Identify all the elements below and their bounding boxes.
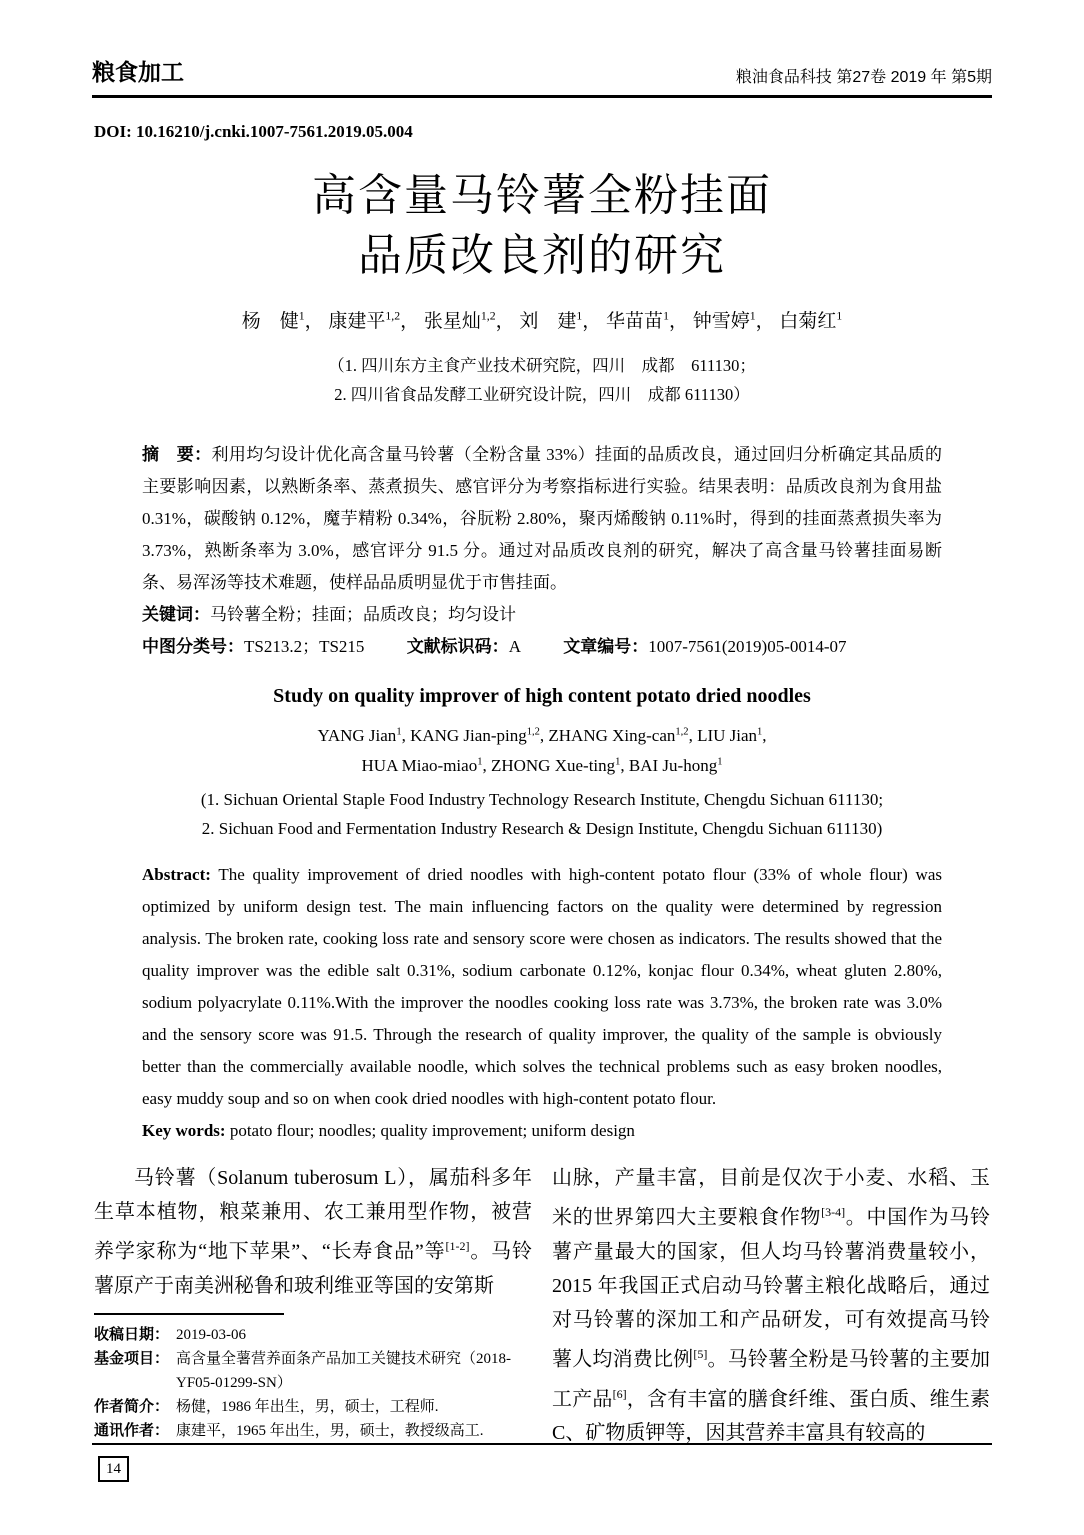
- author-affil-sup: 1: [298, 309, 305, 323]
- abstract-cn-text: 利用均匀设计优化高含量马铃薯（全粉含量 33%）挂面的品质改良，通过回归分析确定其品质的主要影响因素，以熟断条率、蒸煮损失、感官评分为考察指标进行实验。结果表明：品质改良剂为食用盐 0.31%，碳酸钠 0.12%，魔芋精粉 0.34%，谷朊粉 2.80%，聚丙烯酸钠 0.11%时，得到的挂面蒸煮损失率为 3.73%，熟断条率为 3.0%，感官评分 91.5 分。通过对品质改良剂的研究，解决了高含量马铃薯挂面易断条、易浑汤等技术难题，使样品品质明显优于市售挂面。: [142, 445, 942, 592]
- author-name: 白菊红: [779, 311, 837, 332]
- body-column-right: [552, 1161, 990, 1450]
- body-column-left: [94, 1161, 532, 1450]
- page-number: 14: [98, 1456, 129, 1482]
- author-sep: ，: [755, 311, 775, 332]
- affiliation-en-line1: (1. Sichuan Oriental Staple Food Industry Technology Research Institute, Chengdu Sichuan 611130;: [200, 790, 884, 810]
- author-sep: ，: [304, 311, 324, 332]
- classification-line: [142, 631, 942, 663]
- body-text: 山脉，产量丰富，目前是仅次于小麦、水稻、玉米的世界第四大主要粮食作物: [552, 1167, 990, 1229]
- author-en: [317, 726, 410, 745]
- footnote-received-date: [94, 1323, 532, 1347]
- author-affil-sup: 1,2: [675, 726, 689, 737]
- author-affil-sup: 1: [615, 756, 621, 768]
- author-sep: ，: [668, 311, 688, 332]
- author-en: [362, 756, 491, 775]
- author-cn: [693, 311, 775, 332]
- author-name: LIU Jian: [697, 725, 758, 745]
- author-cn: [519, 311, 601, 332]
- article-title-cn-line2: 品质改良剂的研究: [358, 231, 726, 280]
- author-affil-sup: 1: [477, 756, 483, 768]
- author-name: YANG Jian: [317, 725, 397, 745]
- keywords-cn: [142, 599, 942, 631]
- author-sep: ，: [582, 311, 602, 332]
- citation-ref: [1-2]: [445, 1239, 470, 1254]
- footnote-label: 收稿日期：: [94, 1325, 170, 1343]
- author-name: BAI Ju-hong: [628, 756, 718, 776]
- footnote-value: 康建平，1965 年出生，男，硕士，教授级高工.: [176, 1422, 484, 1439]
- clc-value: TS213.2；TS215: [244, 637, 365, 656]
- author-affil-sup: 1: [396, 726, 402, 737]
- body-text: 马铃薯（Solanum tuberosum L），属茄科多年生草本植物，粮菜兼用、农工兼用型作物，被营养学家称为“地下苹果”、“长寿食品”等: [94, 1167, 532, 1263]
- citation-ref: [6]: [612, 1386, 627, 1401]
- authors-cn: [0, 306, 1084, 333]
- author-name: 华苗苗: [606, 311, 664, 332]
- author-en: [629, 756, 723, 775]
- journal-issue-info: 粮油食品科技 第27卷 2019 年 第5期: [735, 69, 992, 86]
- document-code-label: 文献标识码：: [406, 637, 509, 656]
- author-name: HUA Miao-miao: [361, 756, 478, 776]
- footnote-value: 高含量全薯营养面条产品加工关键技术研究（2018-YF05-01299-SN）: [176, 1350, 511, 1391]
- footnote-label: 基金项目：: [94, 1349, 170, 1367]
- article-title-cn-line1: 高含量马铃薯全粉挂面: [312, 171, 772, 220]
- author-en: [697, 726, 766, 745]
- keywords-cn-label: 关键词：: [142, 605, 210, 624]
- article-number-value: 1007-7561(2019)05-0014-07: [648, 637, 847, 656]
- author-name: 杨 健: [241, 311, 299, 332]
- author-en: [410, 726, 548, 745]
- author-sep: ，: [495, 311, 515, 332]
- footnote-author-bio: [94, 1395, 532, 1419]
- citation-ref: [5]: [693, 1346, 708, 1361]
- authors-en-line2: [0, 749, 1084, 780]
- abstract-cn-label: 摘 要：: [142, 445, 212, 464]
- body-text: 。马铃薯原产于南美洲秘鲁和玻利维亚等国的安第斯: [94, 1240, 533, 1297]
- document-code: [407, 637, 521, 656]
- author-sep: ,: [401, 725, 411, 745]
- author-cn: [606, 311, 688, 332]
- author-name: 康建平: [328, 311, 386, 332]
- footnote-label: 作者简介：: [94, 1397, 170, 1415]
- document-code-value: A: [508, 637, 521, 656]
- body-paragraph: [552, 1161, 990, 1450]
- article-title-cn: [94, 166, 990, 286]
- page-bottom-rule: [92, 1443, 992, 1445]
- citation-ref: [3-4]: [821, 1205, 846, 1220]
- author-sep: ,: [620, 756, 629, 776]
- footnote-value: 杨健，1986 年出生，男，硕士，工程师.: [176, 1398, 439, 1415]
- keywords-cn-text: 马铃薯全粉；挂面；品质改良；均匀设计: [210, 605, 516, 624]
- body-paragraph: [94, 1161, 532, 1303]
- author-affil-sup: 1: [576, 309, 583, 323]
- author-affil-sup: 1: [663, 309, 669, 323]
- footnote-corresponding-author: [94, 1419, 532, 1443]
- affiliation-cn-line1: （1. 四川东方主食产业技术研究院，四川 成都 611130；: [328, 356, 756, 375]
- authors-en: [0, 718, 1084, 779]
- body-text: 。中国作为马铃薯产量最大的国家，但人均马铃薯消费量较小，2015 年我国正式启动马铃薯主粮化战略后，通过对马铃薯的深加工和产品研发，可有效提高马铃薯人均消费比例: [552, 1206, 991, 1371]
- author-cn: [242, 311, 324, 332]
- author-affil-sup: 1: [836, 309, 843, 323]
- author-name: ZHONG Xue-ting: [490, 756, 616, 776]
- author-sep: ,: [539, 725, 549, 745]
- keywords-en: [142, 1115, 942, 1147]
- abstract-en-label: Abstract:: [142, 865, 211, 885]
- author-affil-sup: 1,2: [480, 309, 496, 323]
- body-text: 。马铃薯全粉是马铃薯的主要加工产品: [552, 1348, 991, 1411]
- article-number: [563, 637, 846, 656]
- clc-label: 中图分类号：: [142, 637, 244, 656]
- keywords-en-text: potato flour; noodles; quality improvement; uniform design: [229, 1121, 635, 1141]
- doi-line: DOI: 10.16210/j.cnki.1007-7561.2019.05.004: [94, 122, 413, 141]
- author-affil-sup: 1: [757, 726, 763, 737]
- affiliations-cn: [0, 351, 1084, 409]
- author-sep: ,: [482, 756, 491, 776]
- column-section-title: 粮食加工: [92, 59, 184, 85]
- body-columns: [94, 1161, 990, 1450]
- author-sep: ，: [400, 311, 420, 332]
- footnote-label: 通讯作者：: [94, 1421, 170, 1439]
- author-cn: [779, 311, 842, 332]
- keywords-en-label: Key words:: [142, 1121, 226, 1141]
- clc-number: [142, 637, 364, 656]
- author-name: 钟雪婷: [692, 311, 750, 332]
- article-number-label: 文章编号：: [563, 637, 649, 656]
- author-affil-sup: 1: [749, 309, 756, 323]
- body-text: ，含有丰富的膳食纤维、蛋白质、维生素 C、矿物质钾等，因其营养丰富具有较高的: [552, 1388, 991, 1445]
- footnotes: [94, 1313, 532, 1443]
- author-name: 刘 建: [519, 311, 577, 332]
- affiliation-en-line2: 2. Sichuan Food and Fermentation Industry Research & Design Institute, Chengdu Sichuan 611130): [201, 819, 883, 839]
- abstract-en-text: The quality improvement of dried noodles with high-content potato flour (33% of whole flour) was optimized by uniform design test. The main influencing factors on the quality were determined by regression analysis. The broken rate, cooking loss rate and sensory score were chosen as indicators. The results showed that the quality improver was the edible salt 0.31%, sodium carbonate 0.12%, konjac flour 0.34%, wheat gluten 2.80%, sodium polyacrylate 0.11%.With the improver the noodles cooking loss rate was 3.73%, the broken rate was 3.0% and the sensory score was 91.5. Through the research of quality improver, the quality of the sample is obviously better than the commercially available noodle, which solves the technical problems such as easy broken noodles, easy muddy soup and so on when cook dried noodles with high-content potato flour.: [142, 865, 942, 1109]
- footnote-value: 2019-03-06: [176, 1326, 246, 1343]
- author-name: 张星灿: [423, 311, 481, 332]
- footnote-fund-project: [94, 1347, 532, 1395]
- affiliations-en: [0, 785, 1084, 843]
- author-affil-sup: 1,2: [526, 726, 540, 737]
- author-affil-sup: 1: [717, 756, 723, 768]
- author-sep: ,: [688, 725, 698, 745]
- article-title-en: Study on quality improver of high content potato dried noodles: [273, 685, 811, 707]
- author-name: KANG Jian-ping: [410, 725, 527, 745]
- author-cn: [328, 311, 419, 332]
- author-name: ZHANG Xing-can: [548, 725, 676, 745]
- footnote-separator: [94, 1313, 284, 1315]
- journal-header: [92, 0, 992, 98]
- author-en: [548, 726, 697, 745]
- author-en: [491, 756, 629, 775]
- author-cn: [424, 311, 515, 332]
- author-sep: ,: [762, 725, 767, 745]
- abstract-cn: [142, 439, 942, 599]
- abstract-en: [142, 859, 942, 1115]
- authors-en-line1: [0, 718, 1084, 749]
- author-affil-sup: 1,2: [385, 309, 401, 323]
- affiliation-cn-line2: 2. 四川省食品发酵工业研究设计院，四川 成都 611130）: [334, 385, 750, 404]
